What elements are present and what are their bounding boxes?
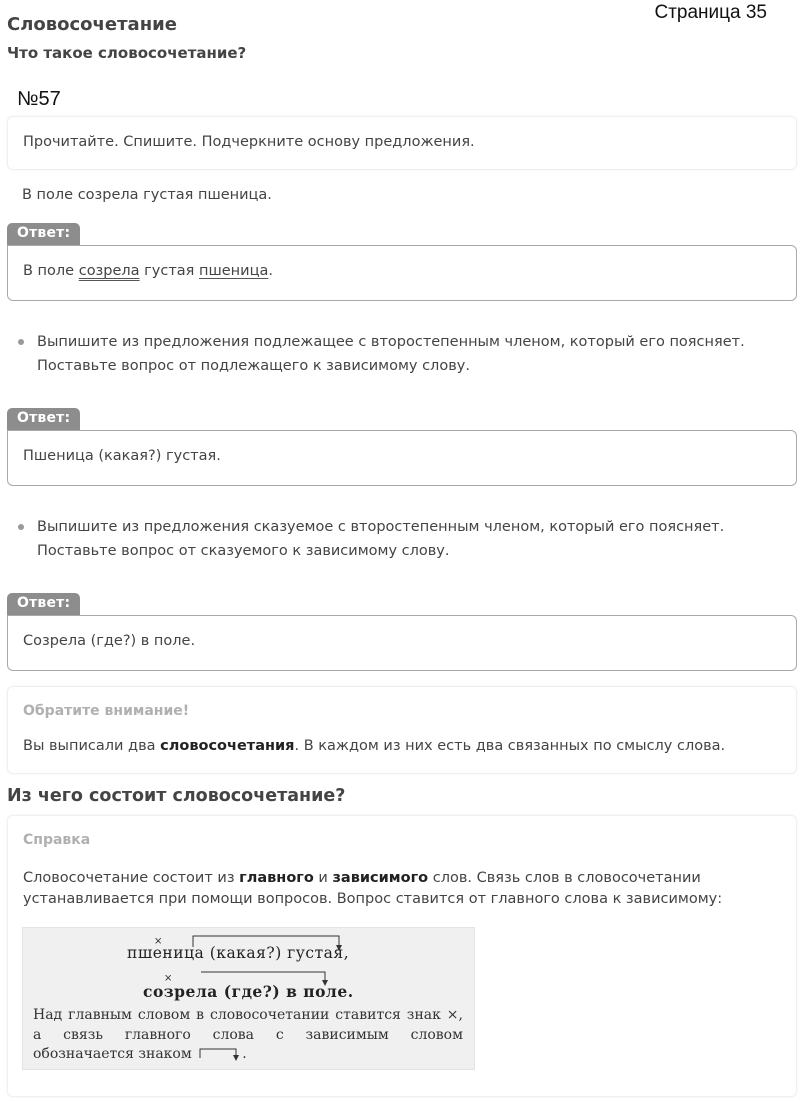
reference-bold-term: главного — [239, 870, 314, 886]
answer-1-part: густая — [139, 263, 200, 279]
answer-box-3 — [7, 615, 797, 671]
predicate-word: созрела — [78, 263, 140, 279]
figure-note — [33, 1006, 463, 1065]
reference-text-part: и — [313, 870, 333, 886]
main-word-mark-icon: × — [164, 973, 173, 984]
answer-box-2 — [7, 430, 797, 486]
answer-2-text: Пшеница (какая?) густая. — [23, 448, 221, 464]
subject-word: пшеница — [199, 263, 269, 279]
bullet-dot — [18, 524, 24, 530]
bullet-2-line1: Выпишите из предложения сказуемое с второстепенным членом, который его поясняет. — [37, 519, 725, 535]
answer-box-1 — [7, 245, 797, 301]
topic-title: Словосочетание — [7, 14, 177, 35]
page-number: Страница 35 — [654, 2, 767, 23]
reference-paragraph — [23, 868, 722, 910]
answer-1-part: В поле — [23, 263, 79, 279]
reference-text-part: слов. Связь слов в словосочетании — [428, 870, 701, 886]
topic-question: Что такое словосочетание? — [7, 44, 247, 62]
exercise-number: №57 — [17, 88, 61, 110]
link-sign-icon — [196, 1046, 242, 1062]
bullet-2-line2: Поставьте вопрос от сказуемого к зависимому слову. — [37, 543, 450, 559]
reference-heading: Справка — [23, 832, 91, 848]
note-text-part: . В каждом из них есть два связанных по смыслу слова. — [294, 738, 726, 754]
main-word-mark-icon: × — [154, 936, 163, 947]
note-text-part: Вы выписали два — [23, 738, 161, 754]
section-heading: Из чего состоит словосочетание? — [7, 786, 346, 806]
note-card — [7, 686, 797, 774]
bullet-2-text — [37, 515, 777, 563]
task-card — [7, 116, 797, 170]
exercise-sentence: В поле созрела густая пшеница. — [22, 187, 272, 203]
note-bold-term: словосочетания — [160, 738, 295, 754]
answer-label: Ответ: — [7, 593, 80, 615]
answer-label: Ответ: — [7, 223, 80, 245]
reference-line1 — [23, 868, 722, 889]
example-figure — [22, 927, 475, 1070]
bullet-1-text — [37, 330, 777, 378]
answer-3-text: Созрела (где?) в поле. — [23, 633, 196, 649]
figure-line-2: созрела (где?) в поле. — [143, 982, 354, 1001]
answer-1-text — [23, 263, 273, 279]
answer-label: Ответ: — [7, 408, 80, 430]
reference-line2: устанавливается при помощи вопросов. Вопрос ставится от главного слова к зависимому: — [23, 891, 723, 907]
task-text: Прочитайте. Спишите. Подчеркните основу предложения. — [23, 134, 475, 150]
figure-note-text: Над главным словом в словосочетании ставится знак ×, а связь главного слова с зависимым словом обозначается знаком — [33, 1007, 463, 1062]
reference-text-part: Словосочетание состоит из — [23, 870, 240, 886]
note-heading: Обратите внимание! — [23, 703, 190, 719]
reference-bold-term: зависимого — [332, 870, 429, 886]
figure-note-end: . — [242, 1046, 247, 1062]
figure-line-1: пшеница (какая?) густая, — [127, 944, 350, 962]
bullet-1-line2: Поставьте вопрос от подлежащего к зависимому слову. — [37, 358, 470, 374]
bullet-dot — [18, 339, 24, 345]
bullet-1-line1: Выпишите из предложения подлежащее с второстепенным членом, который его поясняет. — [37, 334, 745, 350]
note-text — [23, 738, 725, 754]
answer-1-part: . — [268, 263, 273, 279]
